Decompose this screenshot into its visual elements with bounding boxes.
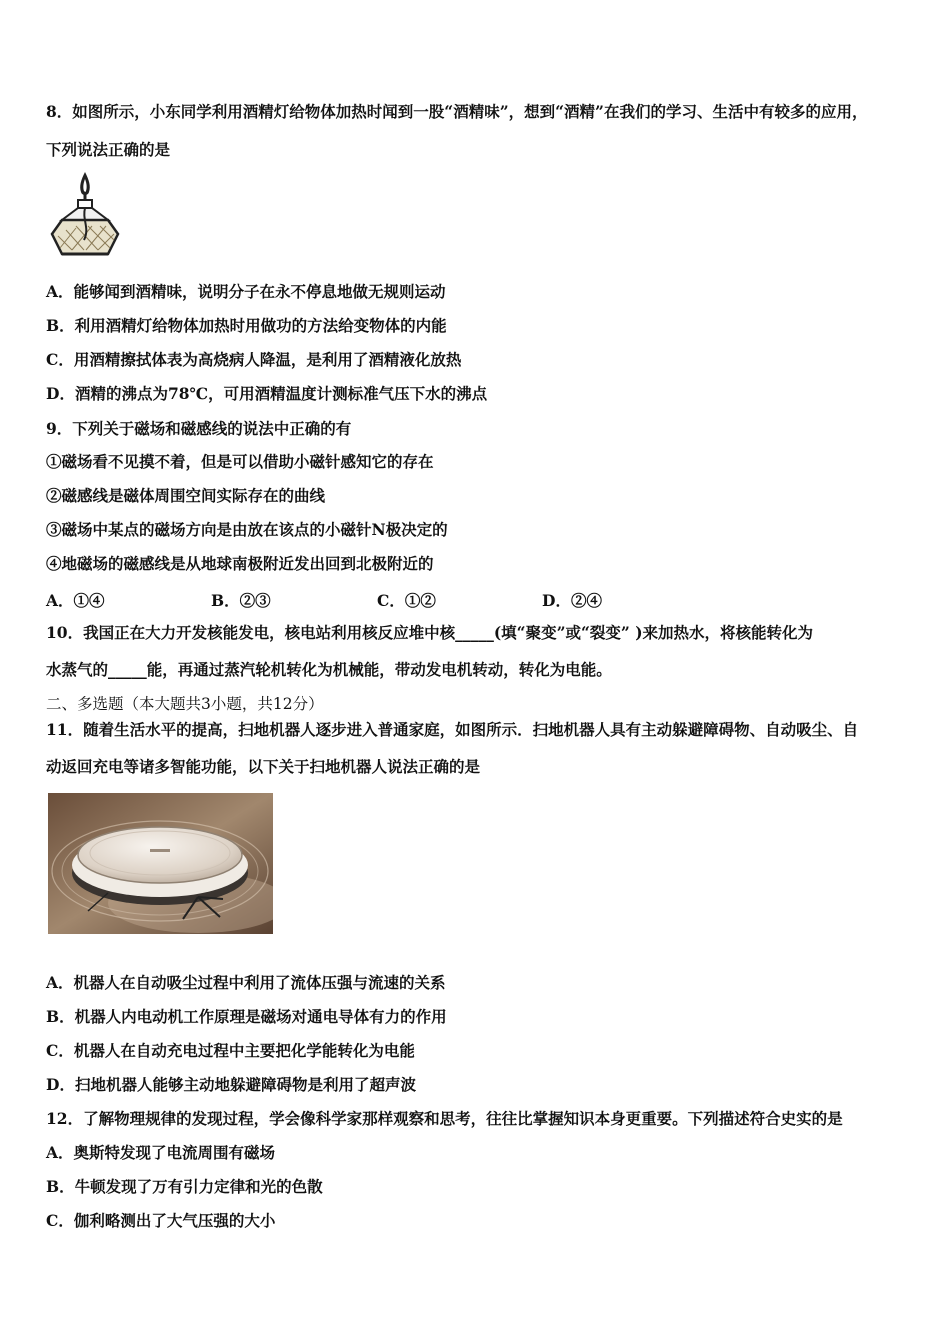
q9-stem: 9．下列关于磁场和磁感线的说法中正确的有 [46, 419, 352, 438]
section-heading: 二、多选题（本大题共3小题，共12分） [46, 695, 324, 713]
q9-choice-c: C．①② [377, 591, 436, 610]
q10-line1: 10．我国正在大力开发核能发电，核电站利用核反应堆中核_____(填“聚变”或“裂变” )来加热水，将核能转化为 [46, 623, 814, 642]
q8-option-c: C．用酒精擦拭体表为高烧病人降温，是利用了酒精液化放热 [46, 350, 462, 369]
q12-option-b: B．牛顿发现了万有引力定律和光的色散 [46, 1177, 323, 1196]
q8-option-a: A．能够闻到酒精味，说明分子在永不停息地做无规则运动 [46, 282, 446, 301]
q8-option-d: D．酒精的沸点为78℃，可用酒精温度计测标准气压下水的沸点 [46, 384, 488, 403]
q12-stem: 12．了解物理规律的发现过程，学会像科学家那样观察和思考，往往比掌握知识本身更重要。下列描述符合史实的是 [46, 1109, 843, 1128]
q9-choices [46, 589, 646, 609]
q11-stem-line1: 11．随着生活水平的提高，扫地机器人逐步进入普通家庭，如图所示．扫地机器人具有主动躲避障碍物、自动吸尘、自 [46, 720, 859, 739]
q10-line2: 水蒸气的_____能，再通过蒸汽轮机转化为机械能，带动发电机转动，转化为电能。 [46, 660, 612, 679]
robot-vacuum-photo [48, 793, 273, 934]
q9-statement-1: ①磁场看不见摸不着，但是可以借助小磁针感知它的存在 [46, 452, 434, 471]
q9-choice-b: B．②③ [211, 591, 271, 610]
q8-stem-line2: 下列说法正确的是 [46, 140, 171, 159]
alcohol-lamp-figure [48, 170, 122, 260]
q11-option-a: A．机器人在自动吸尘过程中利用了流体压强与流速的关系 [46, 973, 446, 992]
q11-option-d: D．扫地机器人能够主动地躲避障碍物是利用了超声波 [46, 1075, 416, 1094]
q8-stem-line1: 8．如图所示，小东同学利用酒精灯给物体加热时闻到一股“酒精味”，想到“酒精”在我们的学习、生活中有较多的应用， [46, 102, 868, 121]
q8-option-b: B．利用酒精灯给物体加热时用做功的方法给变物体的内能 [46, 316, 447, 335]
q9-statement-4: ④地磁场的磁感线是从地球南极附近发出回到北极附近的 [46, 554, 434, 573]
q9-statement-2: ②磁感线是磁体周围空间实际存在的曲线 [46, 486, 326, 505]
q9-statement-3: ③磁场中某点的磁场方向是由放在该点的小磁针N极决定的 [46, 520, 448, 539]
q11-option-c: C．机器人在自动充电过程中主要把化学能转化为电能 [46, 1041, 415, 1060]
q12-option-a: A．奥斯特发现了电流周围有磁场 [46, 1143, 276, 1162]
q9-choice-d: D．②④ [542, 591, 602, 610]
q11-option-b: B．机器人内电动机工作原理是磁场对通电导体有力的作用 [46, 1007, 447, 1026]
q9-choice-a: A．①④ [46, 591, 105, 610]
q11-stem-line2: 动返回充电等诸多智能功能，以下关于扫地机器人说法正确的是 [46, 757, 481, 776]
q12-option-c: C．伽利略测出了大气压强的大小 [46, 1211, 276, 1230]
